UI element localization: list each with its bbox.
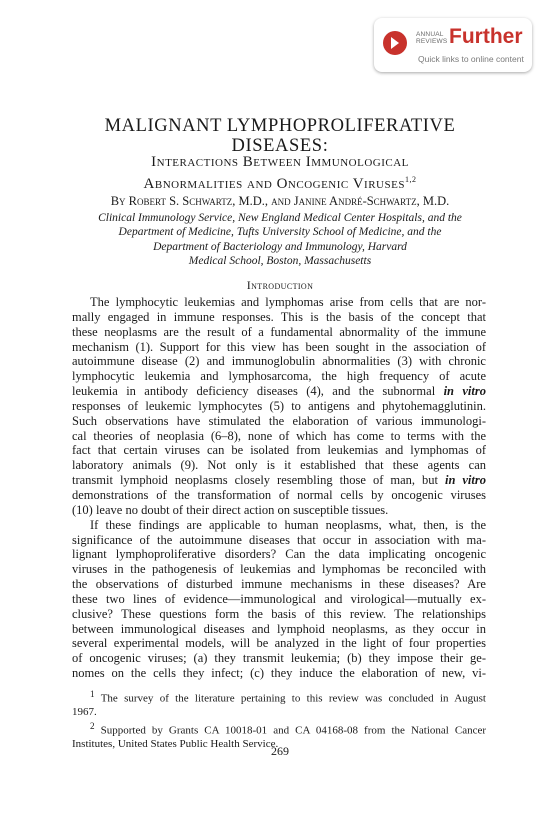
article-subtitle: Interactions Between Immunological Abnormalities and Oncogenic Viruses$^{1,2}$ (143, 154, 417, 192)
text-line: of oncogenic viruses; (a) they transmit leukemia; (b) they impose their ge- (72, 651, 486, 666)
affiliation: Clinical Immunology Service, New England Medical Center Hospitals, and the Department of Medicine, Tufts University School of Medicine, and the Department of Bacteriology and Immunology, Harvard Medical School, Boston, Massachusetts (98, 212, 462, 267)
text-line: viruses in the pathogenesis of leukemias and lymphomas be reconciled with (72, 562, 486, 577)
annual-reviews-logo: ANNUAL REVIEWS (416, 31, 448, 45)
text-line: these two lines of evidence—immunological and virological—mutually ex- (72, 591, 486, 606)
text-line: autoimmune disease (2) and immunoglobulin abnormalities (3) with chronic (72, 354, 486, 369)
text-line: leukemia in antibody deficiency diseases (4), and the subnormal in vitro (72, 384, 486, 399)
text-line: cal theories of neoplasia (6–8), none of which has come to terms with the (72, 428, 486, 443)
text-line: between immunological diseases and lymphoid neoplasms, as they occur in (72, 621, 486, 636)
author-line: By Robert S. Schwartz, M.D., and Janine André-Schwartz, M.D. (110, 194, 450, 208)
text-line: clusive? These questions form the basis of this review. The relationships (72, 606, 486, 621)
text-line: the observations of disturbed immune mechanisms in these diseases? Are (72, 577, 486, 592)
text-line: mally engaged in immune responses. This is the basis of the concept that (72, 309, 486, 324)
text-line: these neoplasms are the result of a fundamental abnormality of the immune (72, 324, 486, 339)
article-title: MALIGNANT LYMPHOPROLIFERATIVE DISEASES: (104, 116, 456, 156)
text-line: (10) leave no doubt of their direct action on susceptible tissues. (72, 502, 389, 517)
further-subtitle: Quick links to online content (418, 54, 524, 64)
text-line: nomes on the cells they infect; (c) they induce the elaboration of new, vi- (72, 666, 486, 681)
section-heading: Introduction (246, 278, 314, 292)
footnotes (72, 688, 486, 751)
footnote-line: $^1$ The survey of the literature pertaining to this review was concluded in August (90, 689, 486, 705)
text-line: significance of the autoimmune diseases that occur in association with ma- (72, 532, 486, 547)
text-line: demonstrations of the transformation of normal cells by oncogenic viruses (72, 487, 486, 502)
text-line: The lymphocytic leukemias and lymphomas arise from cells that are nor- (90, 295, 486, 309)
further-badge[interactable] (374, 18, 532, 72)
text-line: several experimental models, will be analyzed in the light of four properties (72, 636, 486, 651)
arrow-circle-icon (383, 31, 407, 55)
text-line: Such observations have stimulated the elaboration of various immunologi- (72, 413, 486, 428)
text-line: lignant lymphoproliferative disorders? Can the data implicating oncogenic (72, 547, 486, 562)
page-number: 269 (271, 744, 289, 758)
footnote-line: Institutes, United States Public Health Service. (72, 737, 279, 750)
text-line: transmit lymphoid neoplasms closely resembling those of man, but in vitro (72, 473, 486, 488)
footnote-marker: 1,2 (404, 175, 417, 184)
text-line: lymphocytic leukemia and lymphosarcoma, the high frequency of acute (72, 369, 486, 384)
text-line: mechanism (1). Support for this view has been sought in the association of (72, 339, 486, 354)
body-text (72, 295, 486, 681)
text-line: laboratory animals (9). Not only is it established that these agents can (72, 458, 486, 473)
footnote-line: 1967. (72, 706, 97, 719)
text-line: If these findings are applicable to human neoplasms, what, then, is the (90, 517, 486, 532)
footnote-line: $^2$ Supported by Grants CA 10018-01 and CA 04168-08 from the National Cancer (90, 720, 486, 737)
text-line: fact that certain viruses can be isolated from leukemias and lymphomas of (72, 443, 486, 458)
text-line: responses of leukemic lymphocytes (5) to antigens and phytohemagglutinin. (72, 398, 486, 413)
further-label: Further (449, 25, 523, 48)
